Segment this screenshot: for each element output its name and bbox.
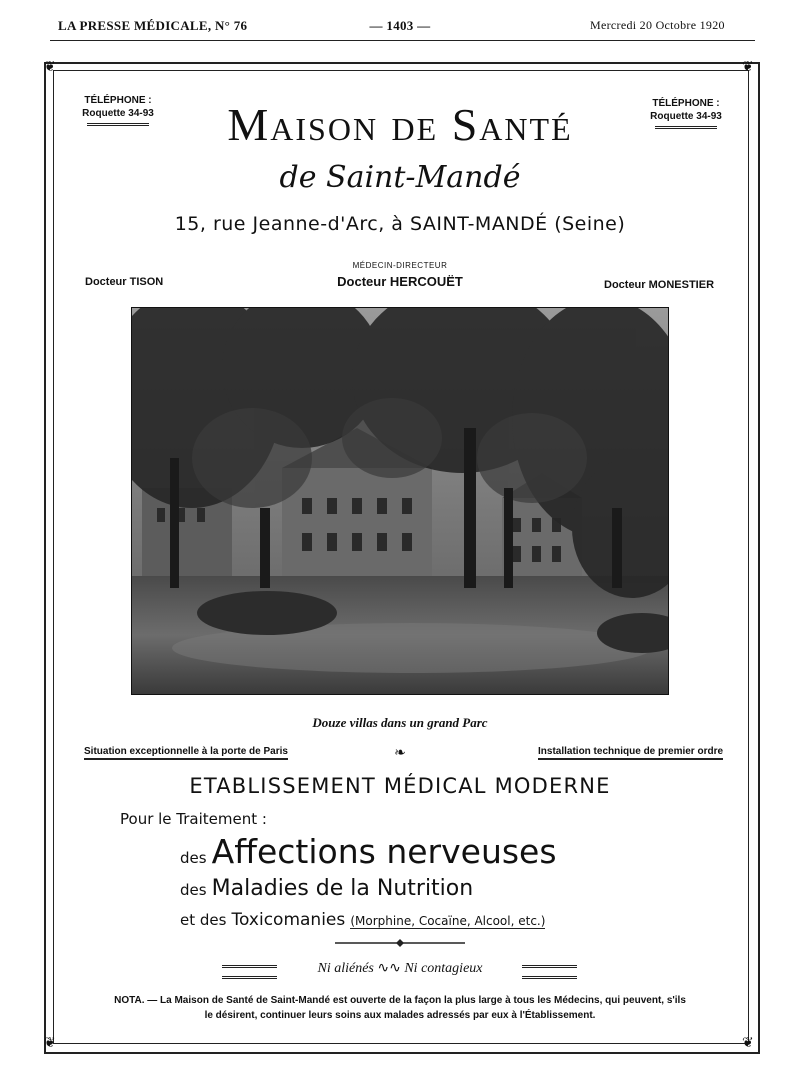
corner-ornament-icon: ❦ (44, 1035, 56, 1051)
treatment-name: Affections nerveuses (211, 832, 557, 871)
treatment-prefix: des (180, 849, 207, 867)
address: 15, rue Jeanne-d'Arc, à SAINT-MANDÉ (Seine) (174, 213, 626, 235)
nota-paragraph (80, 993, 720, 1023)
double-rule-right (522, 965, 577, 979)
director-label: MÉDECIN-DIRECTEUR (352, 261, 448, 270)
treatment-detail: (Morphine, Cocaïne, Alcool, etc.) (350, 914, 546, 928)
nota-line: NOTA. — La Maison de Santé de Saint-Mandé est ouverte de la façon la plus large à tous les Médecins, qui peuvent, s'ils (114, 995, 686, 1006)
treatment-item (180, 876, 473, 901)
treatment-item (180, 910, 545, 930)
corner-ornament-icon: ❦ (742, 1035, 754, 1051)
telephone-number: Roquette 34-93 (650, 111, 722, 122)
feature-installation: Installation technique de premier ordre (538, 746, 723, 760)
divider-rule (335, 938, 465, 948)
telephone-label: TÉLÉPHONE : (84, 95, 152, 106)
telephone-label: TÉLÉPHONE : (652, 98, 720, 109)
treatment-name: Toxicomanies (231, 910, 346, 930)
treatment-item (180, 832, 557, 871)
exclusion-second: Ni contagieux (404, 961, 483, 976)
page-title: Maison de Santé (227, 99, 573, 150)
issue-date: Mercredi 20 Octobre 1920 (590, 18, 725, 32)
treatment-intro: Pour le Traitement : (120, 810, 267, 828)
corner-ornament-icon: ❦ (742, 59, 754, 75)
park-photograph (131, 307, 669, 695)
treatment-name: Maladies de la Nutrition (211, 876, 474, 901)
treatment-prefix: et des (180, 911, 227, 929)
header-rule (50, 40, 755, 41)
fleuron-icon: ❧ (394, 745, 406, 761)
page-subtitle: de Saint-Mandé (279, 160, 521, 195)
exclusion-first: Ni aliénés (317, 961, 374, 976)
feature-location: Situation exceptionnelle à la porte de Paris (84, 746, 288, 760)
photo-caption: Douze villas dans un grand Parc (312, 715, 488, 730)
telephone-number: Roquette 34-93 (82, 108, 154, 119)
treatment-prefix: des (180, 881, 207, 899)
corner-ornament-icon: ❦ (44, 59, 56, 75)
wave-icon: ∿∿ (377, 961, 405, 976)
exclusions-line (290, 960, 510, 977)
director-name: Docteur HERCOUËT (337, 274, 463, 289)
establishment-heading: ETABLISSEMENT MÉDICAL MODERNE (189, 774, 611, 798)
doctor-right: Docteur MONESTIER (604, 279, 715, 291)
nota-line: le désirent, continuer leurs soins aux malades adressés par eux à l'Établissement. (204, 1010, 596, 1021)
journal-title: LA PRESSE MÉDICALE, N° 76 (58, 18, 248, 33)
doctor-left: Docteur TISON (85, 276, 164, 288)
page-number: — 1403 — (369, 18, 431, 33)
double-rule-left (222, 965, 277, 979)
